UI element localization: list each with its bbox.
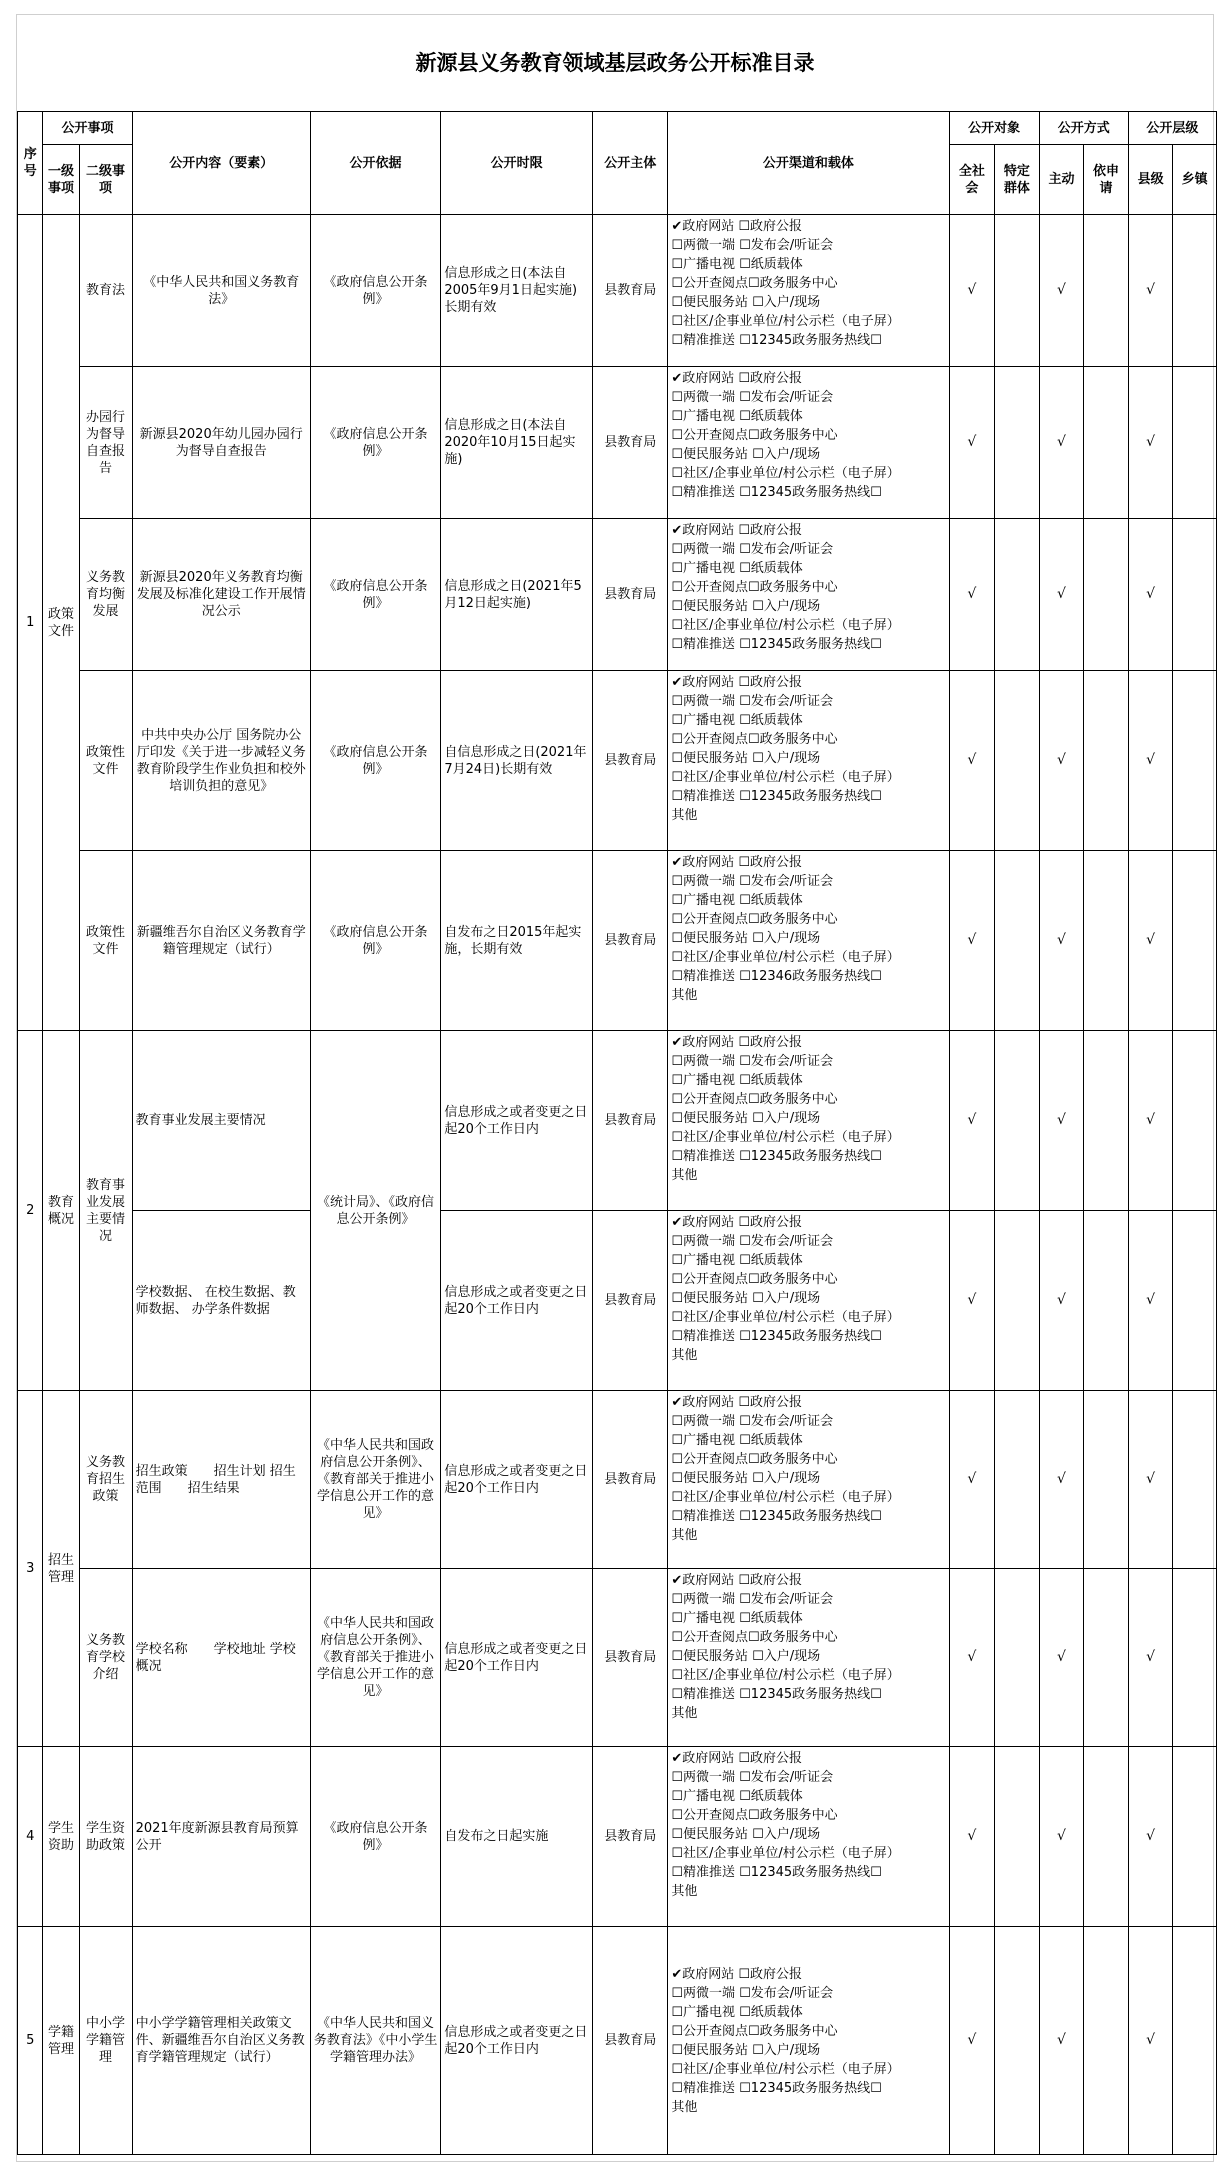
channel-cell: ✔政府网站 ☐政府公报 ☐两微一端 ☐发布会/听证会 ☐广播电视 ☐纸质载体 ☐公开查阅点☐政务服务中心 ☐便民服务站 ☐入户/现场 ☐社区/企事业单位/村公示栏（电子屏） ☐精准推送 ☐12345政务服务热线☐	[668, 367, 949, 519]
header-tier: 公开层级	[1128, 112, 1216, 145]
tier-town-cell	[1173, 215, 1217, 367]
table-row	[18, 367, 1217, 519]
table-row	[18, 1569, 1217, 1747]
tier-town-cell	[1173, 1031, 1217, 1211]
header-channel: 公开渠道和载体	[668, 112, 949, 215]
content-cell: 中共中央办公厅 国务院办公厅印发《关于进一步减轻义务教育阶段学生作业负担和校外培训负担的意见》	[132, 671, 310, 851]
mode-apply-cell	[1084, 1031, 1129, 1211]
mode-active-check: √	[1039, 851, 1084, 1031]
mode-apply-cell	[1084, 215, 1129, 367]
header-content: 公开内容（要素）	[132, 112, 310, 215]
target-all-check: √	[949, 851, 995, 1031]
level1-cell: 教育概况	[43, 1031, 79, 1391]
tier-county-check: √	[1128, 1391, 1173, 1569]
content-cell: 《中华人民共和国义务教育法》	[132, 215, 310, 367]
basis-cell: 《政府信息公开条例》	[310, 367, 441, 519]
subject-cell: 县教育局	[593, 1569, 668, 1747]
target-all-check: √	[949, 367, 995, 519]
tier-county-check: √	[1128, 367, 1173, 519]
table-row	[18, 851, 1217, 1031]
limit-cell: 信息形成之日(本法自2020年10月15日起实施)	[441, 367, 593, 519]
tier-town-cell	[1173, 1211, 1217, 1391]
tier-town-cell	[1173, 1927, 1217, 2155]
target-special-cell	[995, 1031, 1040, 1211]
tier-county-check: √	[1128, 671, 1173, 851]
seq-cell: 3	[18, 1391, 43, 1747]
mode-active-check: √	[1039, 367, 1084, 519]
tier-town-cell	[1173, 1569, 1217, 1747]
header-mode-apply: 依申请	[1084, 145, 1129, 215]
basis-cell: 《政府信息公开条例》	[310, 215, 441, 367]
header-mode: 公开方式	[1039, 112, 1128, 145]
content-cell: 新源县2020年幼儿园办园行为督导自查报告	[132, 367, 310, 519]
level2-cell: 教育事业发展主要情况	[79, 1031, 132, 1391]
mode-apply-cell	[1084, 367, 1129, 519]
seq-cell: 1	[18, 215, 43, 1031]
subject-cell: 县教育局	[593, 851, 668, 1031]
header-subject: 公开主体	[593, 112, 668, 215]
subject-cell: 县教育局	[593, 1747, 668, 1927]
level2-cell: 办园行为督导自查报告	[79, 367, 132, 519]
content-cell: 中小学学籍管理相关政策文件、新疆维吾尔自治区义务教育学籍管理规定（试行）	[132, 1927, 310, 2155]
channel-cell: ✔政府网站 ☐政府公报 ☐两微一端 ☐发布会/听证会 ☐广播电视 ☐纸质载体 ☐公开查阅点☐政务服务中心 ☐便民服务站 ☐入户/现场 ☐社区/企事业单位/村公示栏（电子屏） ☐精准推送 ☐12345政务服务热线☐ 其他	[668, 1211, 949, 1391]
header-target-all: 全社会	[949, 145, 995, 215]
document-page	[16, 14, 1214, 2162]
tier-county-check: √	[1128, 1211, 1173, 1391]
tier-town-cell	[1173, 1747, 1217, 1927]
subject-cell: 县教育局	[593, 519, 668, 671]
table-row	[18, 215, 1217, 367]
content-cell: 学校名称 学校地址 学校概况	[132, 1569, 310, 1747]
mode-active-check: √	[1039, 1391, 1084, 1569]
table-row	[18, 1927, 1217, 2155]
mode-active-check: √	[1039, 519, 1084, 671]
header-target: 公开对象	[949, 112, 1039, 145]
mode-apply-cell	[1084, 671, 1129, 851]
limit-cell: 信息形成之或者变更之日起20个工作日内	[441, 1211, 593, 1391]
content-cell: 学校数据、 在校生数据、教师数据、 办学条件数据	[132, 1211, 310, 1391]
tier-county-check: √	[1128, 215, 1173, 367]
level2-cell: 教育法	[79, 215, 132, 367]
mode-active-check: √	[1039, 1927, 1084, 2155]
limit-cell: 信息形成之日(2021年5月12日起实施)	[441, 519, 593, 671]
target-special-cell	[995, 367, 1040, 519]
header-target-special: 特定群体	[995, 145, 1040, 215]
subject-cell: 县教育局	[593, 367, 668, 519]
channel-cell: ✔政府网站 ☐政府公报 ☐两微一端 ☐发布会/听证会 ☐广播电视 ☐纸质载体 ☐公开查阅点☐政务服务中心 ☐便民服务站 ☐入户/现场 ☐社区/企事业单位/村公示栏（电子屏） ☐精准推送 ☐12345政务服务热线☐	[668, 519, 949, 671]
target-special-cell	[995, 1391, 1040, 1569]
channel-cell: ✔政府网站 ☐政府公报 ☐两微一端 ☐发布会/听证会 ☐广播电视 ☐纸质载体 ☐公开查阅点☐政务服务中心 ☐便民服务站 ☐入户/现场 ☐社区/企事业单位/村公示栏（电子屏） ☐精准推送 ☐12345政务服务热线☐ 其他	[668, 1569, 949, 1747]
level1-cell: 学生资助	[43, 1747, 79, 1927]
limit-cell: 信息形成之或者变更之日起20个工作日内	[441, 1391, 593, 1569]
target-all-check: √	[949, 1747, 995, 1927]
tier-county-check: √	[1128, 519, 1173, 671]
mode-active-check: √	[1039, 1211, 1084, 1391]
target-special-cell	[995, 671, 1040, 851]
target-special-cell	[995, 1211, 1040, 1391]
content-cell: 招生政策 招生计划 招生范围 招生结果	[132, 1391, 310, 1569]
mode-apply-cell	[1084, 1391, 1129, 1569]
tier-county-check: √	[1128, 851, 1173, 1031]
seq-cell: 5	[18, 1927, 43, 2155]
subject-cell: 县教育局	[593, 1031, 668, 1211]
target-all-check: √	[949, 1569, 995, 1747]
mode-active-check: √	[1039, 1747, 1084, 1927]
target-special-cell	[995, 1569, 1040, 1747]
basis-cell: 《政府信息公开条例》	[310, 519, 441, 671]
content-cell: 新源县2020年义务教育均衡发展及标准化建设工作开展情况公示	[132, 519, 310, 671]
table-row	[18, 1747, 1217, 1927]
mode-apply-cell	[1084, 1927, 1129, 2155]
subject-cell: 县教育局	[593, 1927, 668, 2155]
tier-county-check: √	[1128, 1569, 1173, 1747]
level2-cell: 义务教育学校介绍	[79, 1569, 132, 1747]
target-all-check: √	[949, 671, 995, 851]
mode-active-check: √	[1039, 671, 1084, 851]
header-level1: 一级事项	[43, 145, 79, 215]
level2-cell: 义务教育均衡发展	[79, 519, 132, 671]
header-mode-active: 主动	[1039, 145, 1084, 215]
content-cell: 2021年度新源县教育局预算公开	[132, 1747, 310, 1927]
header-level2: 二级事项	[79, 145, 132, 215]
tier-town-cell	[1173, 671, 1217, 851]
header-limit: 公开时限	[441, 112, 593, 215]
page-title: 新源县义务教育领域基层政务公开标准目录	[415, 50, 815, 75]
level2-cell: 义务教育招生政策	[79, 1391, 132, 1569]
target-all-check: √	[949, 1211, 995, 1391]
subject-cell: 县教育局	[593, 215, 668, 367]
limit-cell: 自信息形成之日(2021年7月24日)长期有效	[441, 671, 593, 851]
limit-cell: 信息形成之日(本法自2005年9月1日起实施)长期有效	[441, 215, 593, 367]
mode-apply-cell	[1084, 1211, 1129, 1391]
tier-town-cell	[1173, 519, 1217, 671]
tier-town-cell	[1173, 1391, 1217, 1569]
mode-apply-cell	[1084, 1747, 1129, 1927]
seq-cell: 2	[18, 1031, 43, 1391]
catalog-table	[17, 111, 1217, 2155]
channel-cell: ✔政府网站 ☐政府公报 ☐两微一端 ☐发布会/听证会 ☐广播电视 ☐纸质载体 ☐公开查阅点☐政务服务中心 ☐便民服务站 ☐入户/现场 ☐社区/企事业单位/村公示栏（电子屏） ☐精准推送 ☐12345政务服务热线☐ 其他	[668, 1747, 949, 1927]
target-special-cell	[995, 1927, 1040, 2155]
channel-cell: ✔政府网站 ☐政府公报 ☐两微一端 ☐发布会/听证会 ☐广播电视 ☐纸质载体 ☐公开查阅点☐政务服务中心 ☐便民服务站 ☐入户/现场 ☐社区/企事业单位/村公示栏（电子屏） ☐精准推送 ☐12345政务服务热线☐	[668, 215, 949, 367]
mode-active-check: √	[1039, 215, 1084, 367]
basis-cell: 《中华人民共和国政府信息公开条例》、《教育部关于推进小学信息公开工作的意见》	[310, 1569, 441, 1747]
header-seq: 序号	[18, 112, 43, 215]
tier-town-cell	[1173, 851, 1217, 1031]
target-special-cell	[995, 519, 1040, 671]
channel-cell: ✔政府网站 ☐政府公报 ☐两微一端 ☐发布会/听证会 ☐广播电视 ☐纸质载体 ☐公开查阅点☐政务服务中心 ☐便民服务站 ☐入户/现场 ☐社区/企事业单位/村公示栏（电子屏） ☐精准推送 ☐12346政务服务热线☐ 其他	[668, 851, 949, 1031]
limit-cell: 信息形成之或者变更之日起20个工作日内	[441, 1927, 593, 2155]
table-row	[18, 519, 1217, 671]
header-basis: 公开依据	[310, 112, 441, 215]
target-special-cell	[995, 1747, 1040, 1927]
channel-cell: ✔政府网站 ☐政府公报 ☐两微一端 ☐发布会/听证会 ☐广播电视 ☐纸质载体 ☐公开查阅点☐政务服务中心 ☐便民服务站 ☐入户/现场 ☐社区/企事业单位/村公示栏（电子屏） ☐精准推送 ☐12345政务服务热线☐ 其他	[668, 1031, 949, 1211]
limit-cell: 信息形成之或者变更之日起20个工作日内	[441, 1031, 593, 1211]
header-tier-county: 县级	[1128, 145, 1173, 215]
tier-county-check: √	[1128, 1927, 1173, 2155]
level2-cell: 政策性文件	[79, 851, 132, 1031]
header-tier-town: 乡镇	[1173, 145, 1217, 215]
limit-cell: 自发布之日2015年起实施，长期有效	[441, 851, 593, 1031]
target-special-cell	[995, 851, 1040, 1031]
header-matters: 公开事项	[43, 112, 132, 145]
target-all-check: √	[949, 1927, 995, 2155]
mode-apply-cell	[1084, 851, 1129, 1031]
tier-town-cell	[1173, 367, 1217, 519]
subject-cell: 县教育局	[593, 671, 668, 851]
target-all-check: √	[949, 1391, 995, 1569]
limit-cell: 信息形成之或者变更之日起20个工作日内	[441, 1569, 593, 1747]
mode-apply-cell	[1084, 1569, 1129, 1747]
basis-cell: 《中华人民共和国政府信息公开条例》、《教育部关于推进小学信息公开工作的意见》	[310, 1391, 441, 1569]
basis-cell: 《统计局》、《政府信息公开条例》	[310, 1031, 441, 1391]
mode-active-check: √	[1039, 1569, 1084, 1747]
table-row	[18, 1031, 1217, 1211]
tier-county-check: √	[1128, 1747, 1173, 1927]
basis-cell: 《政府信息公开条例》	[310, 851, 441, 1031]
subject-cell: 县教育局	[593, 1391, 668, 1569]
basis-cell: 《中华人民共和国义务教育法》《中小学生学籍管理办法》	[310, 1927, 441, 2155]
level2-cell: 政策性文件	[79, 671, 132, 851]
basis-cell: 《政府信息公开条例》	[310, 671, 441, 851]
mode-active-check: √	[1039, 1031, 1084, 1211]
level2-cell: 学生资助政策	[79, 1747, 132, 1927]
content-cell: 教育事业发展主要情况	[132, 1031, 310, 1211]
limit-cell: 自发布之日起实施	[441, 1747, 593, 1927]
channel-cell: ✔政府网站 ☐政府公报 ☐两微一端 ☐发布会/听证会 ☐广播电视 ☐纸质载体 ☐公开查阅点☐政务服务中心 ☐便民服务站 ☐入户/现场 ☐社区/企事业单位/村公示栏（电子屏） ☐精准推送 ☐12345政务服务热线☐ 其他	[668, 671, 949, 851]
content-cell: 新疆维吾尔自治区义务教育学籍管理规定（试行）	[132, 851, 310, 1031]
target-all-check: √	[949, 519, 995, 671]
level1-cell: 招生管理	[43, 1391, 79, 1747]
table-row	[18, 1211, 1217, 1391]
channel-cell: ✔政府网站 ☐政府公报 ☐两微一端 ☐发布会/听证会 ☐广播电视 ☐纸质载体 ☐公开查阅点☐政务服务中心 ☐便民服务站 ☐入户/现场 ☐社区/企事业单位/村公示栏（电子屏） ☐精准推送 ☐12345政务服务热线☐ 其他	[668, 1391, 949, 1569]
tier-county-check: √	[1128, 1031, 1173, 1211]
seq-cell: 4	[18, 1747, 43, 1927]
target-all-check: √	[949, 215, 995, 367]
level1-cell: 政策文件	[43, 215, 79, 1031]
level2-cell: 中小学学籍管理	[79, 1927, 132, 2155]
target-special-cell	[995, 215, 1040, 367]
target-all-check: √	[949, 1031, 995, 1211]
channel-cell: ✔政府网站 ☐政府公报 ☐两微一端 ☐发布会/听证会 ☐广播电视 ☐纸质载体 ☐公开查阅点☐政务服务中心 ☐便民服务站 ☐入户/现场 ☐社区/企事业单位/村公示栏（电子屏） ☐精准推送 ☐12345政务服务热线☐ 其他	[668, 1927, 949, 2155]
subject-cell: 县教育局	[593, 1211, 668, 1391]
table-row	[18, 671, 1217, 851]
table-row	[18, 1391, 1217, 1569]
basis-cell: 《政府信息公开条例》	[310, 1747, 441, 1927]
level1-cell: 学籍管理	[43, 1927, 79, 2155]
mode-apply-cell	[1084, 519, 1129, 671]
